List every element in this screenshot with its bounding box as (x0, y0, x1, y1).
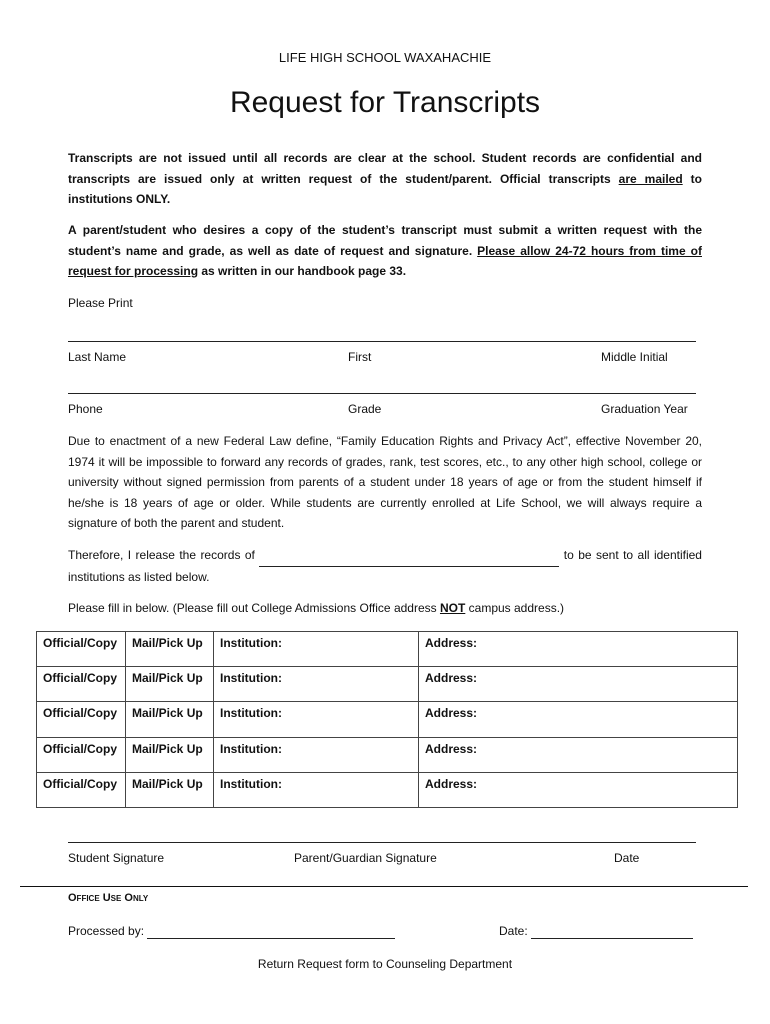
ferpa-paragraph: Due to enactment of a new Federal Law define, “Family Education Rights and Privacy Act”, effective November 20, 1974 it will be impossible to forward any records of grades, rank, test scores, etc., to any other high school, college or university without signed permission from parents of a student under 18 years of age or from the student himself if he/she is 18 years of age or older. While students are currently enrolled at Life School, we will always require a signature of both the parent and student. (68, 434, 702, 530)
address-cell[interactable]: Address: (419, 667, 738, 702)
table-row (37, 702, 738, 737)
page-title: Request for Transcripts (229, 86, 541, 119)
table-row (37, 667, 738, 702)
address-cell[interactable]: Address: (419, 702, 738, 737)
table-row (37, 772, 738, 807)
parent-signature-label: Parent/Guardian Signature (294, 851, 437, 865)
institution-cell[interactable]: Institution: (214, 737, 419, 772)
phone-label: Phone (68, 402, 103, 416)
intro-paragraph-2: A parent/student who desires a copy of the student’s transcript must submit a written request with the student’s name and grade, as well as date of request and signature. Please allow 24-72 hours from time of request for processing as written in our handbook page 33. (68, 223, 702, 278)
office-use-heading: Office Use Only (68, 892, 149, 904)
intro-paragraph-1: Transcripts are not issued until all records are clear at the school. Student records are confidential and transcripts are issued only at written request of the student/parent. Official transcripts are mailed to institutions ONLY. (68, 151, 702, 206)
grade-label: Grade (348, 402, 382, 416)
address-cell[interactable]: Address: (419, 737, 738, 772)
table-row (37, 632, 738, 667)
mail-pickup-cell[interactable]: Mail/Pick Up (126, 667, 214, 702)
official-copy-cell[interactable]: Official/Copy (37, 702, 126, 737)
graduation-year-label: Graduation Year (601, 402, 688, 416)
phone-grade-line[interactable] (68, 393, 696, 394)
institution-cell[interactable]: Institution: (214, 632, 419, 667)
official-copy-cell[interactable]: Official/Copy (37, 667, 126, 702)
student-signature-label: Student Signature (68, 851, 165, 865)
official-copy-cell[interactable]: Official/Copy (37, 772, 126, 807)
official-copy-cell[interactable]: Official/Copy (37, 632, 126, 667)
mail-pickup-cell[interactable]: Mail/Pick Up (126, 737, 214, 772)
name-line[interactable] (68, 341, 696, 342)
mail-pickup-cell[interactable]: Mail/Pick Up (126, 702, 214, 737)
institution-cell[interactable]: Institution: (214, 667, 419, 702)
signature-line[interactable] (68, 842, 696, 843)
release-paragraph: Therefore, I release the records of to be sent to all identified institutions as listed below. (68, 545, 702, 587)
processed-by-field: Processed by: (68, 924, 395, 939)
fill-in-instructions: Please fill in below. (Please fill out College Admissions Office address NOT campus address.) (68, 601, 565, 615)
return-note: Return Request form to Counseling Department (257, 957, 513, 971)
office-divider (20, 886, 748, 887)
first-name-label: First (348, 350, 372, 364)
processed-by-blank[interactable] (147, 924, 395, 939)
school-name: LIFE HIGH SCHOOL WAXAHACHIE (278, 50, 492, 65)
address-cell[interactable]: Address: (419, 632, 738, 667)
last-name-label: Last Name (68, 350, 127, 364)
middle-initial-label: Middle Initial (601, 350, 668, 364)
table-row (37, 737, 738, 772)
address-cell[interactable]: Address: (419, 772, 738, 807)
office-date-blank[interactable] (531, 924, 693, 939)
institution-cell[interactable]: Institution: (214, 702, 419, 737)
please-print-label: Please Print (68, 296, 133, 310)
release-records-blank[interactable] (259, 545, 559, 567)
institution-cell[interactable]: Institution: (214, 772, 419, 807)
mail-pickup-cell[interactable]: Mail/Pick Up (126, 772, 214, 807)
official-copy-cell[interactable]: Official/Copy (37, 737, 126, 772)
office-date-field: Date: (499, 924, 693, 939)
signature-date-label: Date (614, 851, 640, 865)
mail-pickup-cell[interactable]: Mail/Pick Up (126, 632, 214, 667)
institutions-table (36, 631, 738, 808)
